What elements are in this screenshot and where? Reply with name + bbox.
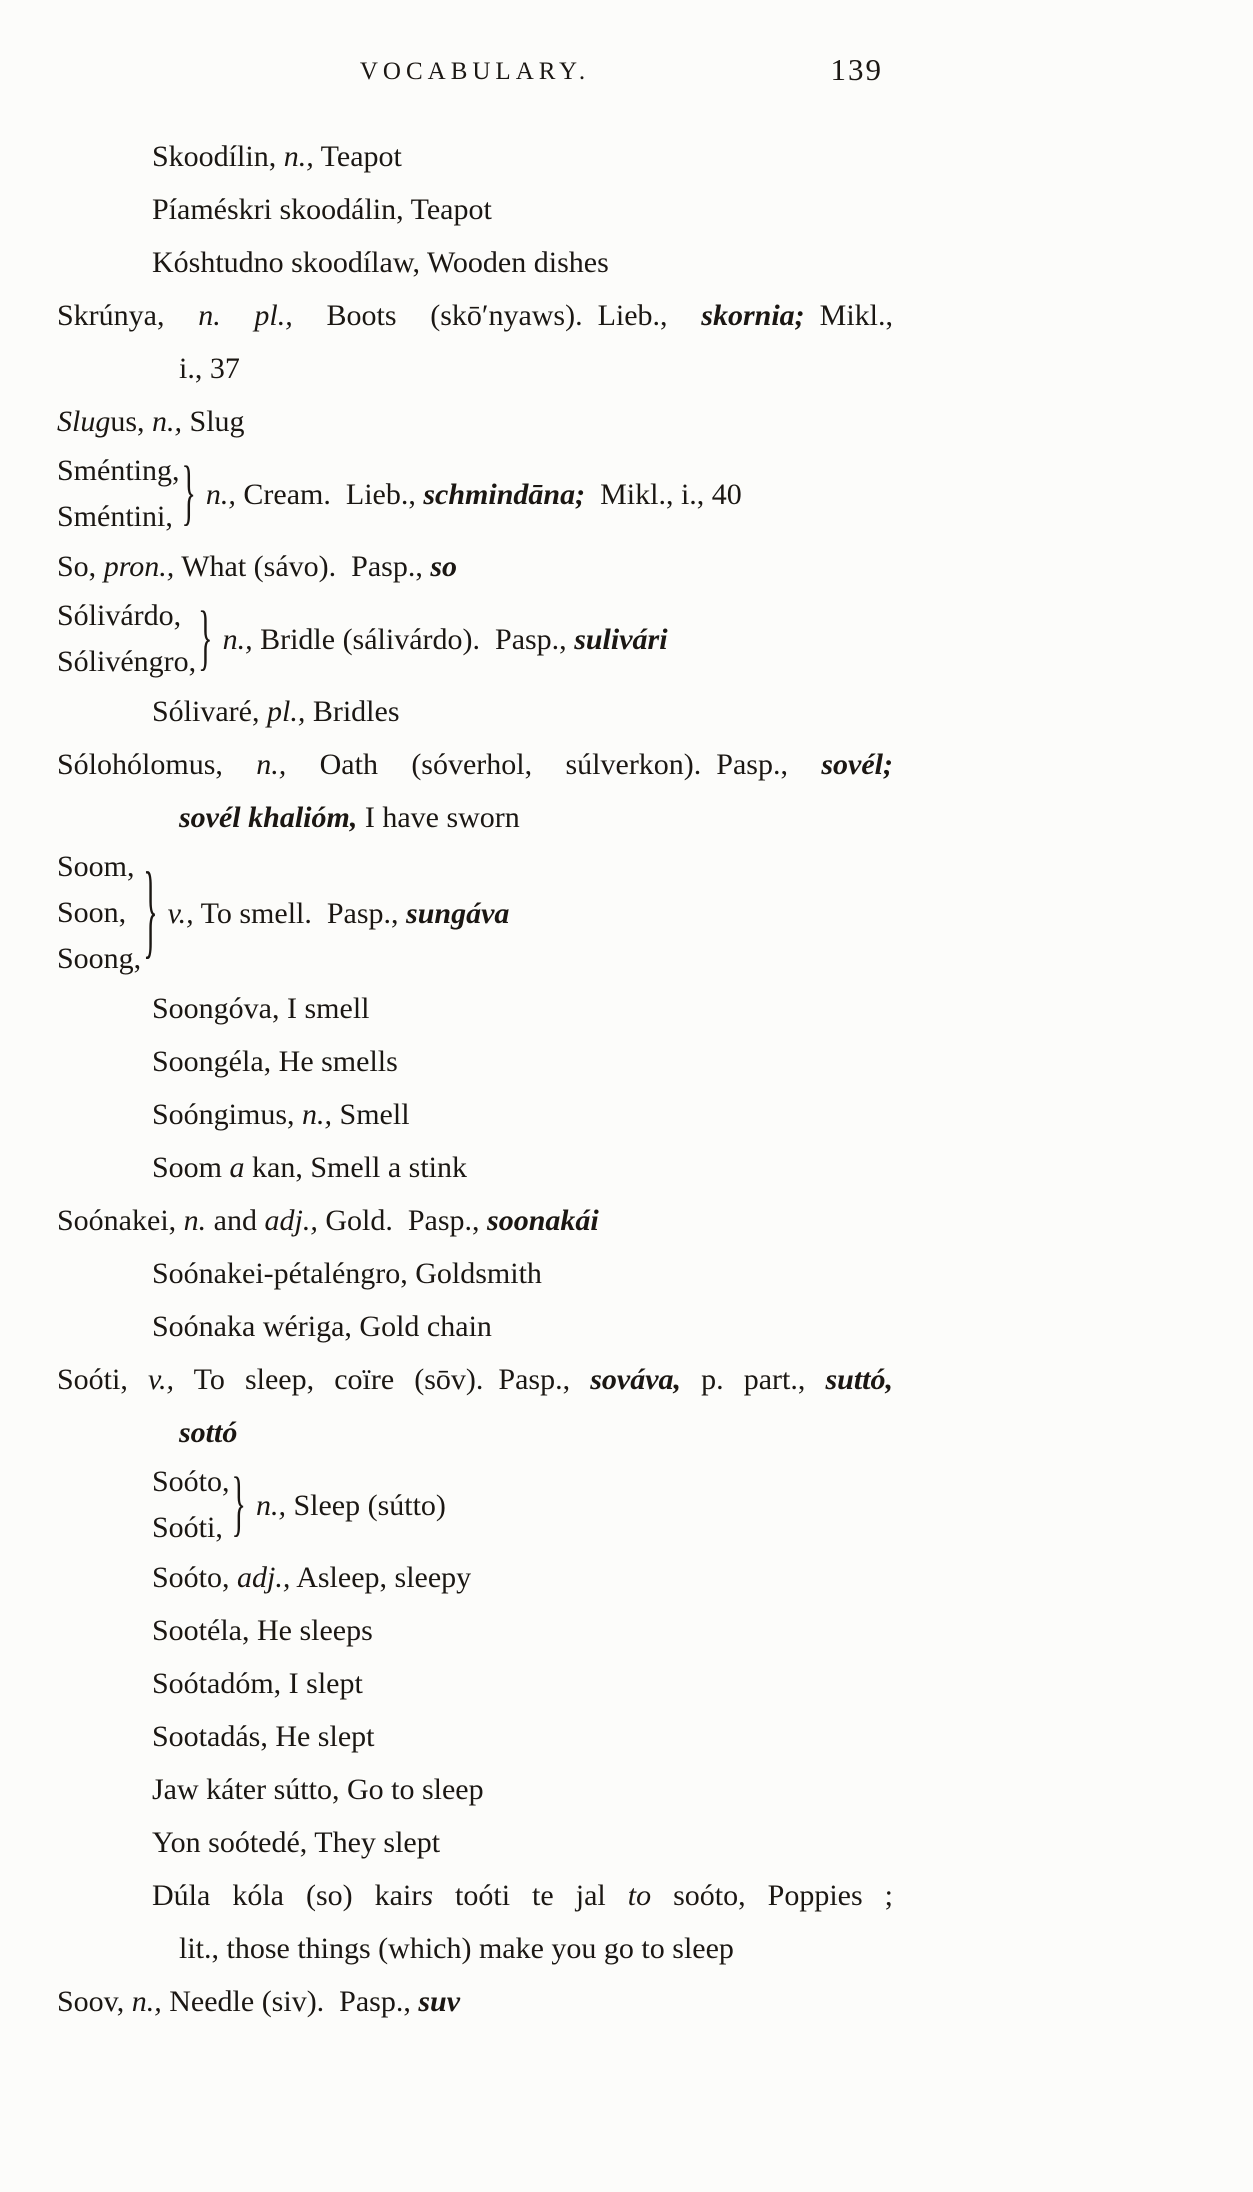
text-segment-italic: a [229,1151,245,1184]
text-segment-italic: n., [283,140,314,173]
text-segment-italic: soonakái [487,1204,599,1237]
text-line [179,1406,893,1459]
text-segment-italic: pl., [266,695,306,728]
text-segment-italic: sovél; [821,748,893,781]
text-segment: us, [110,405,153,438]
text-line [152,130,893,183]
text-segment-italic: n., [302,1098,333,1131]
text-segment: i., 37 [179,352,240,385]
text-line [152,1247,893,1300]
text-segment-italic: adj., [237,1561,291,1594]
group-headword: Soon, [57,896,127,929]
page-header [57,52,893,96]
text-segment: Sleep (sútto) [285,1488,446,1522]
text-segment-italic: n., [205,477,236,511]
text-segment-italic: Slug [57,405,111,438]
text-line [57,1975,893,2028]
running-title: VOCABULARY. [359,58,591,85]
text-line [152,1141,893,1194]
text-segment: Boots (skō′nyaws). Lieb., [292,299,702,332]
text-segment-italic: n. [183,1204,207,1237]
text-segment-italic: pron., [103,550,175,583]
text-segment-italic: n., [256,748,287,781]
text-segment: Dúla kóla (so) kair [152,1879,422,1912]
entry-group [152,1459,893,1551]
group-headword: Soong, [57,942,142,975]
text-segment: To smell. Pasp., [193,896,407,930]
text-segment-italic: n., [255,1488,286,1522]
text-segment: Sólivaré, [152,695,267,728]
text-line [152,1710,893,1763]
brace-glyph: } [231,1463,246,1545]
text-segment: Soótadóm, I slept [152,1667,363,1700]
text-segment: Needle (siv). Pasp., [161,1985,419,2018]
text-segment-italic: n., [152,405,183,438]
text-segment: Jaw káter sútto, Go to sleep [152,1773,484,1806]
text-line [152,1551,893,1604]
text-segment: Sootéla, He sleeps [152,1614,373,1647]
text-line [152,1300,893,1353]
text-segment: Píaméskri skoodálin, Teapot [152,193,492,226]
group-headwords [57,448,180,540]
text-segment: Soóto, [152,1561,238,1594]
group-definition [223,613,668,666]
text-line [152,1869,893,1922]
text-segment: p. part., [681,1363,826,1396]
text-segment: What (sávo). Pasp., [174,550,431,583]
text-segment: Sólohólomus, [57,748,257,781]
text-segment: Soongéla, He smells [152,1045,398,1078]
text-line [152,1604,893,1657]
text-segment: Mikl., i., 40 [585,477,742,511]
text-segment-italic: sováva, [590,1363,682,1396]
text-segment: Skrúnya, [57,299,199,332]
book-page [0,52,1253,2192]
text-segment-italic: adj., [264,1204,318,1237]
text-line [152,236,893,289]
text-segment-italic: suttó, [825,1363,894,1396]
text-segment-italic: sulivári [574,622,668,656]
text-segment: Oath (sóverhol, súlverkon). Pasp., [286,748,822,781]
group-headword: Soom, [57,850,135,883]
text-segment: Kóshtudno skoodílaw, Wooden dishes [152,246,609,279]
text-segment-italic: to [627,1879,652,1912]
text-segment-italic: v., [147,1363,175,1396]
text-line [179,1922,893,1975]
text-segment: Yon soótedé, They slept [152,1826,441,1859]
text-segment: Soónaka wériga, Gold chain [152,1310,492,1343]
text-segment-italic: n. pl., [198,299,293,332]
text-line [57,289,893,342]
text-line [179,791,893,844]
group-definition [256,1479,446,1532]
group-headwords [57,844,141,982]
entry-group [57,593,893,685]
text-line [57,395,893,448]
group-definition [168,887,510,940]
text-segment: Gold. Pasp., [317,1204,488,1237]
text-segment: Sootadás, He slept [152,1720,375,1753]
group-headwords [57,593,196,685]
text-line [57,1194,893,1247]
text-segment: lit., those things (which) make you go to sleep [179,1932,734,1965]
text-line [57,738,893,791]
text-line [152,1035,893,1088]
group-headword: Soóti, [152,1511,223,1544]
text-segment: Asleep, sleepy [290,1561,472,1594]
text-segment: Soongóva, I smell [152,992,370,1025]
text-line [152,1088,893,1141]
text-segment: I have sworn [357,801,520,834]
text-segment-italic: s [421,1879,434,1912]
text-line [152,1816,893,1869]
text-segment: Mikl., [804,299,893,332]
text-segment: To sleep, coïre (sōv). Pasp., [174,1363,591,1396]
text-segment: Cream. Lieb., [235,477,424,511]
brace-glyph: } [181,452,196,534]
text-segment-italic: suv [418,1985,461,2018]
text-segment: Bridles [305,695,400,728]
text-segment-italic: sottó [179,1416,238,1449]
text-segment: So, [57,550,104,583]
page-lines [57,130,893,2028]
page-number: 139 [830,52,883,87]
group-definition [206,468,742,521]
brace-glyph: } [198,597,213,679]
brace-glyph: } [143,852,158,970]
text-segment-italic: v., [167,896,194,930]
text-segment-italic: sovél khalióm, [179,801,358,834]
text-segment-italic: so [430,550,458,583]
entry-group [57,448,893,540]
text-line [152,1657,893,1710]
group-headword: Sólivárdo, [57,599,182,632]
text-segment: Soóngimus, [152,1098,303,1131]
text-segment: Slug [182,405,245,438]
text-segment: Skoodílin, [152,140,284,173]
text-segment: Bridle (sálivárdo). Pasp., [252,622,575,656]
text-segment: Soov, [57,1985,132,2018]
text-line [57,1353,893,1406]
text-segment: Soónakei-pétaléngro, Goldsmith [152,1257,542,1290]
text-segment-italic: n., [222,622,253,656]
text-segment-italic: sungáva [406,896,510,930]
text-line [57,540,893,593]
text-line [152,183,893,236]
text-segment: Soóti, [57,1363,148,1396]
text-segment-italic: skornia; [701,299,805,332]
text-segment-italic: n., [131,1985,162,2018]
text-segment: soóto, Poppies ; [651,1879,894,1912]
group-headword: Sménting, [57,454,180,487]
text-line [152,685,893,738]
text-segment: Teapot [313,140,402,173]
text-segment: Soónakei, [57,1204,184,1237]
text-segment: kan, Smell a stink [244,1151,468,1184]
text-segment: and [206,1204,265,1237]
text-segment: toóti te jal [433,1879,628,1912]
group-headwords [152,1459,230,1551]
text-segment: Smell [332,1098,410,1131]
text-line [152,982,893,1035]
group-headword: Soóto, [152,1465,230,1498]
group-headword: Sméntini, [57,500,173,533]
text-segment-italic: schmindāna; [423,477,586,511]
entry-group [57,844,893,982]
text-line [152,1763,893,1816]
text-segment: Soom [152,1151,230,1184]
group-headword: Sólivéngro, [57,645,197,678]
text-line [179,342,893,395]
